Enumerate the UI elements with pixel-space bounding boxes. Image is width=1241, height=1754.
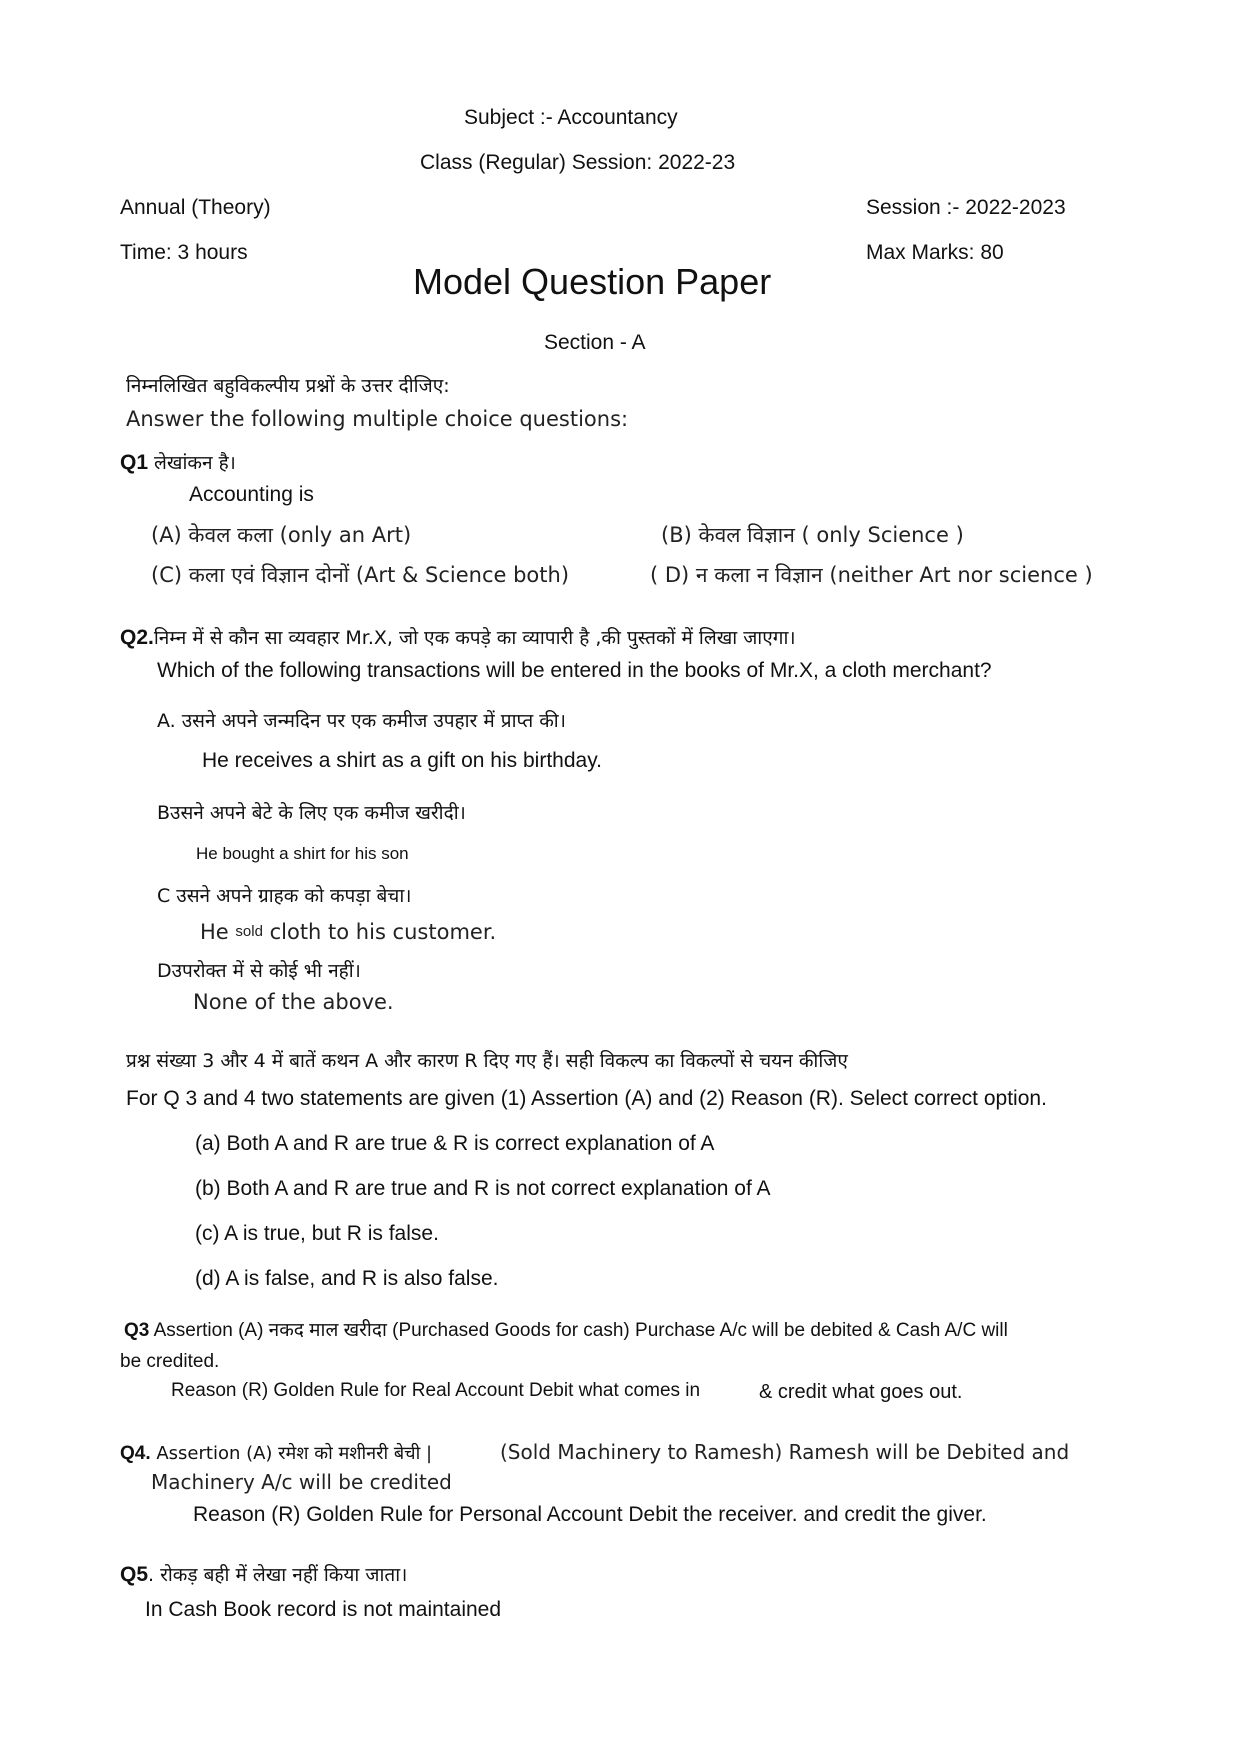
max-marks: Max Marks: 80 <box>866 241 1004 264</box>
q1-option-d: ( D) न कला न विज्ञान (neither Art nor science ) <box>650 563 1093 587</box>
q2-option-c-hindi: C उसने अपने ग्राहक को कपड़ा बेचा। <box>157 885 412 907</box>
section-heading: Section - A <box>544 331 646 354</box>
instructions-hindi: निम्नलिखित बहुविकल्पीय प्रश्नों के उत्तर दीजिए: <box>126 375 450 397</box>
question-2-english: Which of the following transactions will be entered in the books of Mr.X, a cloth merchant? <box>157 659 992 682</box>
question-3-line-2: be credited. <box>120 1351 220 1372</box>
ar-instructions-hindi: प्रश्न संख्या 3 और 4 में बातें कथन A और कारण R दिए गए हैं। सही विकल्प का विकल्पों से चयन कीजिए <box>126 1050 848 1072</box>
exam-type: Annual (Theory) <box>120 196 271 219</box>
question-text-hindi: निम्न में से कौन सा व्यवहार Mr.X, जो एक कपड़े का व्यापारी है ,की पुस्तकों में लिखा जाएगा। <box>153 627 796 649</box>
question-1-english: Accounting is <box>189 483 314 506</box>
q2-option-b-hindi: Bउसने अपने बेटे के लिए एक कमीज खरीदी। <box>157 802 466 824</box>
question-number: Q2. <box>120 626 154 649</box>
question-5 <box>120 1562 407 1587</box>
question-text: Assertion (A) नकद माल खरीदा (Purchased Goods for cash) Purchase A/c will be debited & Cash A/C will <box>149 1320 1008 1341</box>
q2-option-d-english: None of the above. <box>193 990 394 1014</box>
q2-option-a-english: He receives a shirt as a gift on his birthday. <box>202 749 602 772</box>
q2-option-d-hindi: Dउपरोक्त में से कोई भी नहीं। <box>157 960 361 982</box>
subject-line: Subject :- Accountancy <box>464 106 678 129</box>
ar-option-b: (b) Both A and R are true and R is not correct explanation of A <box>195 1177 771 1200</box>
q1-option-b: (B) केवल विज्ञान ( only Science ) <box>661 523 964 547</box>
ar-option-d: (d) A is false, and R is also false. <box>195 1267 499 1290</box>
instructions-english: Answer the following multiple choice questions: <box>126 407 629 431</box>
question-4-line-2: Machinery A/c will be credited <box>151 1470 452 1494</box>
page-title: Model Question Paper <box>413 261 772 302</box>
q3-reason-end: & credit what goes out. <box>759 1381 963 1403</box>
question-3 <box>124 1320 1008 1343</box>
q1-option-c: (C) कला एवं विज्ञान दोनों (Art & Science both) <box>151 563 570 587</box>
q3-reason: Reason (R) Golden Rule for Real Account Debit what comes in <box>171 1380 701 1401</box>
question-text-hindi: . रोकड़ बही में लेखा नहीं किया जाता। <box>148 1564 408 1586</box>
question-5-english: In Cash Book record is not maintained <box>145 1598 502 1621</box>
question-text-a: Assertion (A) रमेश को मशीनरी बेची | <box>150 1443 433 1464</box>
text-fragment: He <box>200 920 236 944</box>
ar-option-a: (a) Both A and R are true & R is correct explanation of A <box>195 1132 715 1155</box>
question-4-text-b: (Sold Machinery to Ramesh) Ramesh will be Debited and <box>500 1440 1070 1464</box>
q2-option-a-hindi: A. उसने अपने जन्मदिन पर एक कमीज उपहार में प्राप्त की। <box>157 710 566 732</box>
text-fragment-sold: sold <box>235 923 263 940</box>
q1-option-a: (A) केवल कला (only an Art) <box>151 523 412 547</box>
question-text-hindi: लेखांकन है। <box>148 452 236 474</box>
q2-option-c-english <box>200 920 496 945</box>
question-2 <box>120 625 796 650</box>
q4-reason: Reason (R) Golden Rule for Personal Account Debit the receiver. and credit the giver. <box>193 1503 987 1526</box>
question-4 <box>120 1440 432 1466</box>
ar-instructions-english: For Q 3 and 4 two statements are given (1) Assertion (A) and (2) Reason (R). Select correct option. <box>126 1087 1047 1110</box>
time-allowed: Time: 3 hours <box>120 241 248 264</box>
session: Session :- 2022-2023 <box>866 196 1066 219</box>
question-number: Q1 <box>120 451 149 474</box>
class-session-line: Class (Regular) Session: 2022-23 <box>420 151 736 174</box>
ar-option-c: (c) A is true, but R is false. <box>195 1222 439 1245</box>
question-number: Q4. <box>120 1443 151 1464</box>
text-fragment: cloth to his customer. <box>262 920 497 944</box>
question-1 <box>120 450 236 475</box>
question-number: Q5 <box>120 1563 149 1586</box>
question-number: Q3 <box>124 1320 150 1341</box>
q2-option-b-english: He bought a shirt for his son <box>196 844 409 863</box>
